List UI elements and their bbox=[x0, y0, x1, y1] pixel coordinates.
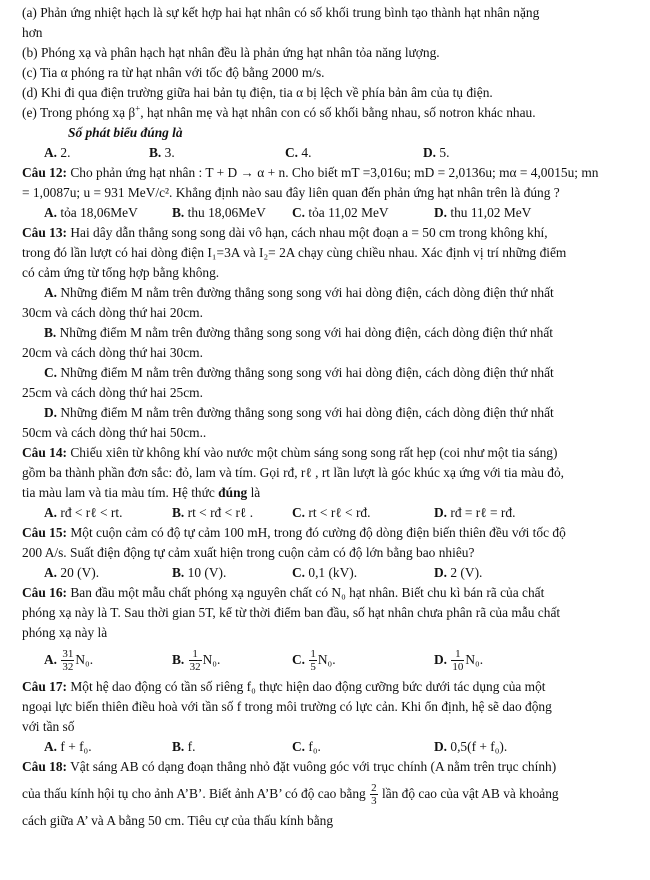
question-17-answers bbox=[22, 737, 632, 757]
question-14-answers bbox=[22, 503, 632, 523]
question-text: = 1,0087u; u = 931 MeV/c². Khẳng định nào sau đây liên quan đến phản ứng hạt nhân trên là đúng ? bbox=[22, 185, 560, 200]
question-number: Câu 16: bbox=[22, 585, 68, 600]
answer-option: A. Những điểm M nằm trên đường thẳng song song với hai dòng điện, cách dòng điện thứ nhất bbox=[44, 285, 554, 300]
question-text: tia màu lam và tia màu tím. Hệ thức đúng là bbox=[22, 485, 261, 500]
answer-option: A. 2. bbox=[44, 145, 71, 160]
answer-option-cont: 50cm và cách dòng thứ hai 50cm.. bbox=[22, 425, 207, 440]
answer-option: D. 2 (V). bbox=[434, 565, 483, 580]
question-text: với tần số bbox=[22, 719, 75, 734]
question-text: Một cuộn cảm có độ tự cảm 100 mH, trong đó cường độ dòng điện biến thiên đều với tốc độ bbox=[70, 525, 566, 540]
question-text: Ban đầu một mẫu chất phóng xạ nguyên chất có N₀ hạt nhân. Biết chu kì bán rã của chất bbox=[70, 585, 545, 600]
question-number: Câu 17: bbox=[22, 679, 68, 694]
question-text: gồm ba thành phần đơn sắc: đỏ, lam và tím. Gọi rđ, rℓ , rt lần lượt là góc khúc xạ ứng với tia màu đỏ, bbox=[22, 465, 564, 480]
answer-option: D. Những điểm M nằm trên đường thẳng song song với hai dòng điện, cách dòng điện thứ nhất bbox=[44, 405, 554, 420]
question-text: Chiếu xiên từ không khí vào nước một chùm sáng song song rất hẹp (coi như một tia sáng) bbox=[70, 445, 558, 460]
statements-prompt: Số phát biểu đúng là bbox=[68, 125, 183, 140]
fraction: $\frac{31}{32}$ bbox=[62, 648, 74, 674]
question-text: Một hệ dao động có tần số riêng f₀ thực hiện dao động cưỡng bức dưới tác dụng của một bbox=[70, 679, 546, 694]
question-text: phóng xạ này là bbox=[22, 625, 108, 640]
question-number: Câu 12: bbox=[22, 165, 68, 180]
question-15 bbox=[22, 523, 632, 583]
answer-option: C. Những điểm M nằm trên đường thẳng song song với hai dòng điện, cách dòng điện thứ nhất bbox=[44, 365, 554, 380]
question-13 bbox=[22, 223, 632, 443]
question-number: Câu 15: bbox=[22, 525, 68, 540]
question-text: Vật sáng AB có dạng đoạn thẳng nhỏ đặt vuông góc với trục chính (A nằm trên trục chính) bbox=[70, 759, 557, 774]
question-text: có cảm ứng từ tổng hợp bằng không. bbox=[22, 265, 220, 280]
answer-option: D. 5. bbox=[423, 145, 450, 160]
statement-e: (e) Trong phóng xạ β+, hạt nhân mẹ và hạt nhân con có số khối bằng nhau, số notron khác nhau. bbox=[22, 103, 536, 120]
question-number: Câu 14: bbox=[22, 445, 68, 460]
question-18 bbox=[22, 757, 632, 831]
question-text: ngoại lực biến thiên điều hoà với tần số f trong môi trường có lực cản. Khi ổn định, hệ sẽ dao động bbox=[22, 699, 552, 714]
question-15-answers bbox=[22, 563, 632, 583]
question-14 bbox=[22, 443, 632, 523]
answer-option: D. $\frac{1}{10}$ N₀. bbox=[434, 648, 484, 674]
answer-option: D. thu 11,02 MeV bbox=[434, 205, 532, 220]
question-text: trong đó lần lượt có hai dòng điện I₁=3A và I₂= 2A chạy cùng chiều nhau. Xác định vị trí những điểm bbox=[22, 245, 567, 260]
answer-option: B. thu 18,06MeV bbox=[172, 205, 266, 220]
answer-option: A. rđ < rℓ < rt. bbox=[44, 505, 123, 520]
answer-option: A. $\frac{31}{32}$ N₀. bbox=[44, 648, 94, 674]
question-text: Hai dây dẫn thẳng song song dài vô hạn, cách nhau một đoạn a = 50 cm trong không khí, bbox=[70, 225, 548, 240]
question-16 bbox=[22, 583, 632, 677]
answer-option: B. $\frac{1}{32}$ N₀. bbox=[172, 648, 221, 674]
question-12 bbox=[22, 163, 632, 223]
question-number: Câu 13: bbox=[22, 225, 68, 240]
answer-option: A. f + f₀. bbox=[44, 739, 92, 754]
question-17 bbox=[22, 677, 632, 757]
answer-option: B. f. bbox=[172, 739, 196, 754]
fraction: $\frac{1}{32}$ bbox=[189, 648, 201, 674]
statement-b: (b) Phóng xạ và phân hạch hạt nhân đều là phản ứng hạt nhân tỏa năng lượng. bbox=[22, 45, 440, 60]
fraction: $\frac{1}{10}$ bbox=[452, 648, 464, 674]
question-text: Cho phản ứng hạt nhân : T + D → α + n. Cho biết mT =3,016u; mD = 2,0136u; mα = 4,0015u; mn bbox=[70, 165, 599, 180]
statement-c: (c) Tia α phóng ra từ hạt nhân với tốc độ bằng 2000 m/s. bbox=[22, 65, 325, 80]
answer-option-cont: 20cm và cách dòng thứ hai 30cm. bbox=[22, 345, 203, 360]
answer-option-cont: 30cm và cách dòng thứ hai 20cm. bbox=[22, 305, 203, 320]
answer-option: A. tỏa 18,06MeV bbox=[44, 205, 138, 220]
question-16-answers bbox=[22, 643, 632, 677]
fraction: $\frac{2}{3}$ bbox=[371, 782, 377, 808]
answer-option-cont: 25cm và cách dòng thứ hai 25cm. bbox=[22, 385, 203, 400]
answer-option: B. Những điểm M nằm trên đường thẳng song song với hai dòng điện, cách dòng điện thứ nhất bbox=[44, 325, 554, 340]
answer-option: C. 4. bbox=[285, 145, 312, 160]
answer-option: C. 0,1 (kV). bbox=[292, 565, 358, 580]
answer-option: B. 10 (V). bbox=[172, 565, 227, 580]
fraction: $\frac{1}{5}$ bbox=[310, 648, 316, 674]
answer-option: C. tỏa 11,02 MeV bbox=[292, 205, 389, 220]
statement-d: (d) Khi đi qua điện trường giữa hai bản tụ điện, tia α bị lệch về phía bản âm của tụ điện. bbox=[22, 85, 493, 100]
statements-answers bbox=[22, 143, 632, 163]
answer-option: A. 20 (V). bbox=[44, 565, 100, 580]
question-12-answers bbox=[22, 203, 632, 223]
answer-option: C. $\frac{1}{5}$ N₀. bbox=[292, 648, 336, 674]
question-text: 200 A/s. Suất điện động tự cảm xuất hiện trong cuộn cảm có độ lớn bằng bao nhiêu? bbox=[22, 545, 475, 560]
answer-option: B. rt < rđ < rℓ . bbox=[172, 505, 254, 520]
answer-option: D. rđ = rℓ = rđ. bbox=[434, 505, 516, 520]
question-text: của thấu kính hội tụ cho ảnh A’B’. Biết ảnh A’B’ có độ cao bằng $\frac{2}{3}$ lần độ cao của vật AB và khoảng bbox=[22, 782, 559, 808]
answer-option: B. 3. bbox=[149, 145, 175, 160]
question-text: phóng xạ này là T. Sau thời gian 5T, kể từ thời điểm ban đầu, số hạt nhân chưa phân rã của mẫu chất bbox=[22, 605, 561, 620]
statements-block bbox=[22, 3, 632, 163]
statement-a-line1: (a) Phản ứng nhiệt hạch là sự kết hợp hai hạt nhân có số khối trung bình tạo thành hạt nhân nặng bbox=[22, 5, 540, 20]
answer-option: D. 0,5(f + f₀). bbox=[434, 739, 508, 754]
question-number: Câu 18: bbox=[22, 759, 68, 774]
statement-a-line2: hơn bbox=[22, 25, 43, 40]
answer-option: C. rt < rℓ < rđ. bbox=[292, 505, 371, 520]
answer-option: C. f₀. bbox=[292, 739, 321, 754]
question-text: cách giữa A’ và A bằng 50 cm. Tiêu cự của thấu kính bằng bbox=[22, 813, 334, 828]
